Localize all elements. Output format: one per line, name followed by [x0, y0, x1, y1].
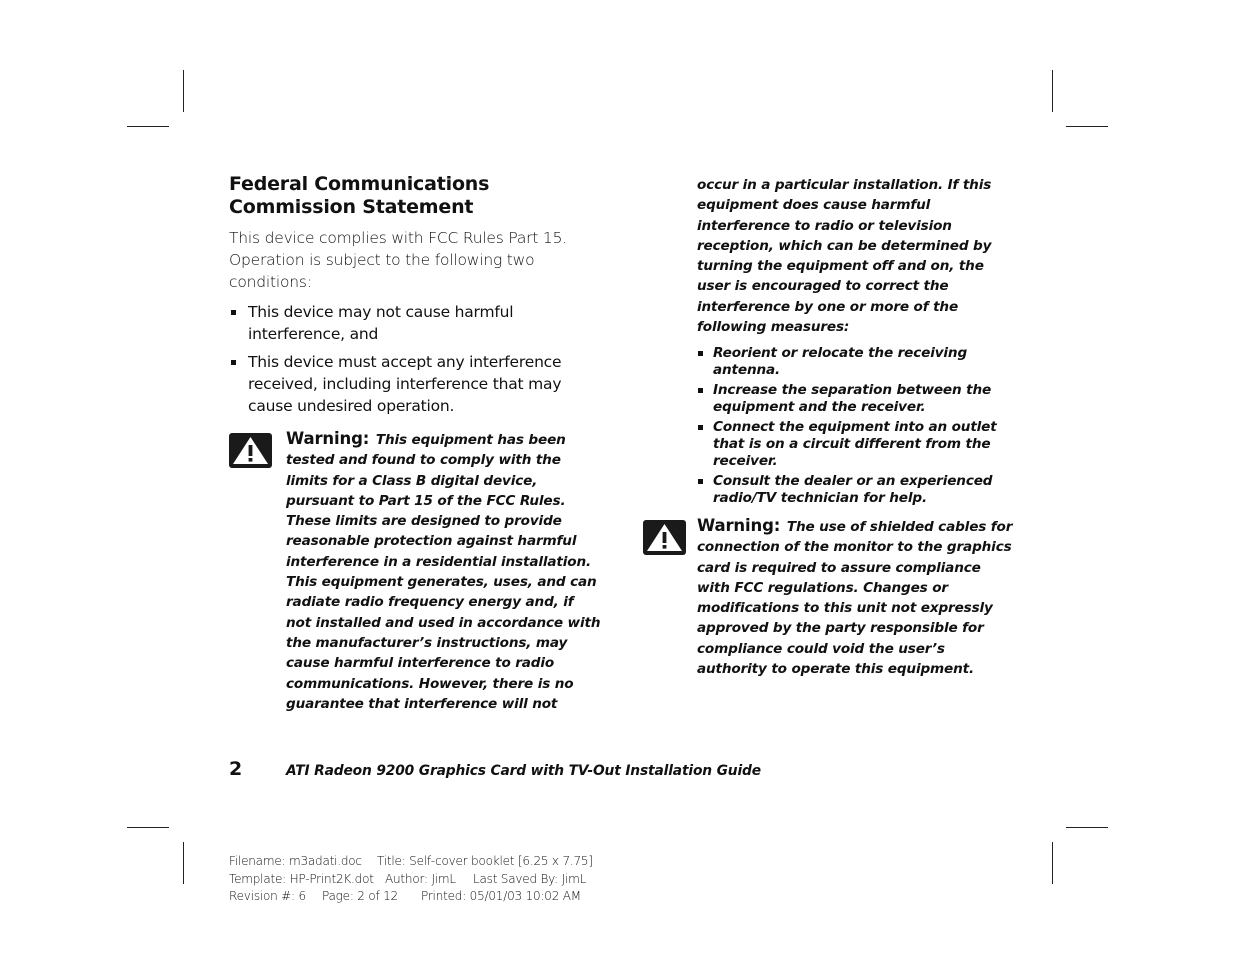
- list-item: Reorient or relocate the receiving antenna.: [697, 345, 1017, 379]
- warning-triangle-icon: [643, 520, 686, 555]
- meta-page: Page: 2 of 12: [322, 889, 398, 903]
- meta-row-3: [229, 888, 593, 906]
- meta-revision: Revision #: 6: [229, 889, 306, 903]
- warning-label: Warning:: [286, 429, 370, 448]
- running-footer-title: ATI Radeon 9200 Graphics Card with TV-Out Installation Guide: [286, 763, 761, 779]
- intro-paragraph: This device complies with FCC Rules Part 15. Operation is subject to the following two conditions:: [229, 229, 567, 291]
- left-column: [229, 173, 601, 714]
- crop-mark-bottom-left-vertical: [183, 842, 184, 884]
- list-item: This device may not cause harmful interference, and: [229, 301, 601, 345]
- heading-line-1: Federal Communications: [229, 173, 490, 195]
- measures-list: [697, 345, 1017, 507]
- crop-mark-top-left-vertical: [183, 70, 184, 112]
- right-column: [697, 175, 1017, 510]
- warning-1-continued: occur in a particular installation. If this equipment does cause harmful interference to radio or television reception, which can be determined by turning the equipment off and on, the user is encouraged to correct the interference by one or more of the following measures:: [697, 177, 992, 336]
- warning-triangle-icon: [229, 433, 272, 468]
- meta-filename: Filename: m3adati.doc: [229, 854, 362, 868]
- list-item: This device must accept any interference received, including interference that may cause undesired operation.: [229, 351, 601, 417]
- crop-mark-bottom-right-vertical: [1052, 842, 1053, 884]
- heading-line-2: Commission Statement: [229, 196, 474, 218]
- list-item: Increase the separation between the equipment and the receiver.: [697, 382, 1017, 416]
- meta-author: Author: JimL: [385, 871, 456, 886]
- conditions-list: [229, 301, 601, 417]
- list-item: Connect the equipment into an outlet that is on a circuit different from the receiver.: [697, 419, 1017, 470]
- warning-block-2: [643, 516, 1023, 679]
- meta-last-saved: Last Saved By: JimL: [473, 871, 587, 886]
- page-number: 2: [229, 758, 243, 780]
- warning-1-text: Warning: This equipment has been tested and found to comply with the limits for a Class B digital device, pursuant to Part 15 of the FCC Rules. These limits are designed to provide reasonable protection against harmful interference in a residential installation. This equipment generates, uses, and can radiate radio frequency energy and, if not installed and used in accordance with the manufacturer’s instructions, may cause harmful interference to radio communications. However, there is no guarantee that interference will not: [286, 429, 601, 712]
- warning-2-text: Warning: The use of shielded cables for connection of the monitor to the graphics card is required to assure compliance with FCC regulations. Changes or modifications to this unit not expressly approved by the party responsible for compliance could void the user’s authority to operate this equipment.: [697, 516, 1013, 678]
- meta-title: Title: Self-cover booklet [6.25 x 7.75]: [377, 854, 593, 868]
- section-heading: [229, 173, 601, 219]
- meta-row-2: [229, 871, 593, 889]
- bullet-square-icon: [231, 310, 236, 315]
- meta-row-1: [229, 853, 593, 871]
- crop-mark-bottom-left-horizontal: [127, 827, 169, 828]
- bullet-square-icon: [698, 479, 703, 484]
- bullet-square-icon: [231, 360, 236, 365]
- warning-label: Warning:: [697, 516, 781, 535]
- meta-printed: Printed: 05/01/03 10:02 AM: [421, 889, 581, 903]
- crop-mark-bottom-right-horizontal: [1066, 827, 1108, 828]
- crop-mark-top-left-horizontal: [127, 126, 169, 127]
- bullet-square-icon: [698, 388, 703, 393]
- crop-mark-top-right-vertical: [1052, 70, 1053, 112]
- list-item: Consult the dealer or an experienced radio/TV technician for help.: [697, 473, 1017, 507]
- bullet-square-icon: [698, 351, 703, 356]
- meta-template: Template: HP-Print2K.dot: [229, 871, 374, 886]
- warning-block-1: [229, 429, 601, 714]
- document-metadata: [229, 853, 593, 906]
- crop-mark-top-right-horizontal: [1066, 126, 1108, 127]
- bullet-square-icon: [698, 425, 703, 430]
